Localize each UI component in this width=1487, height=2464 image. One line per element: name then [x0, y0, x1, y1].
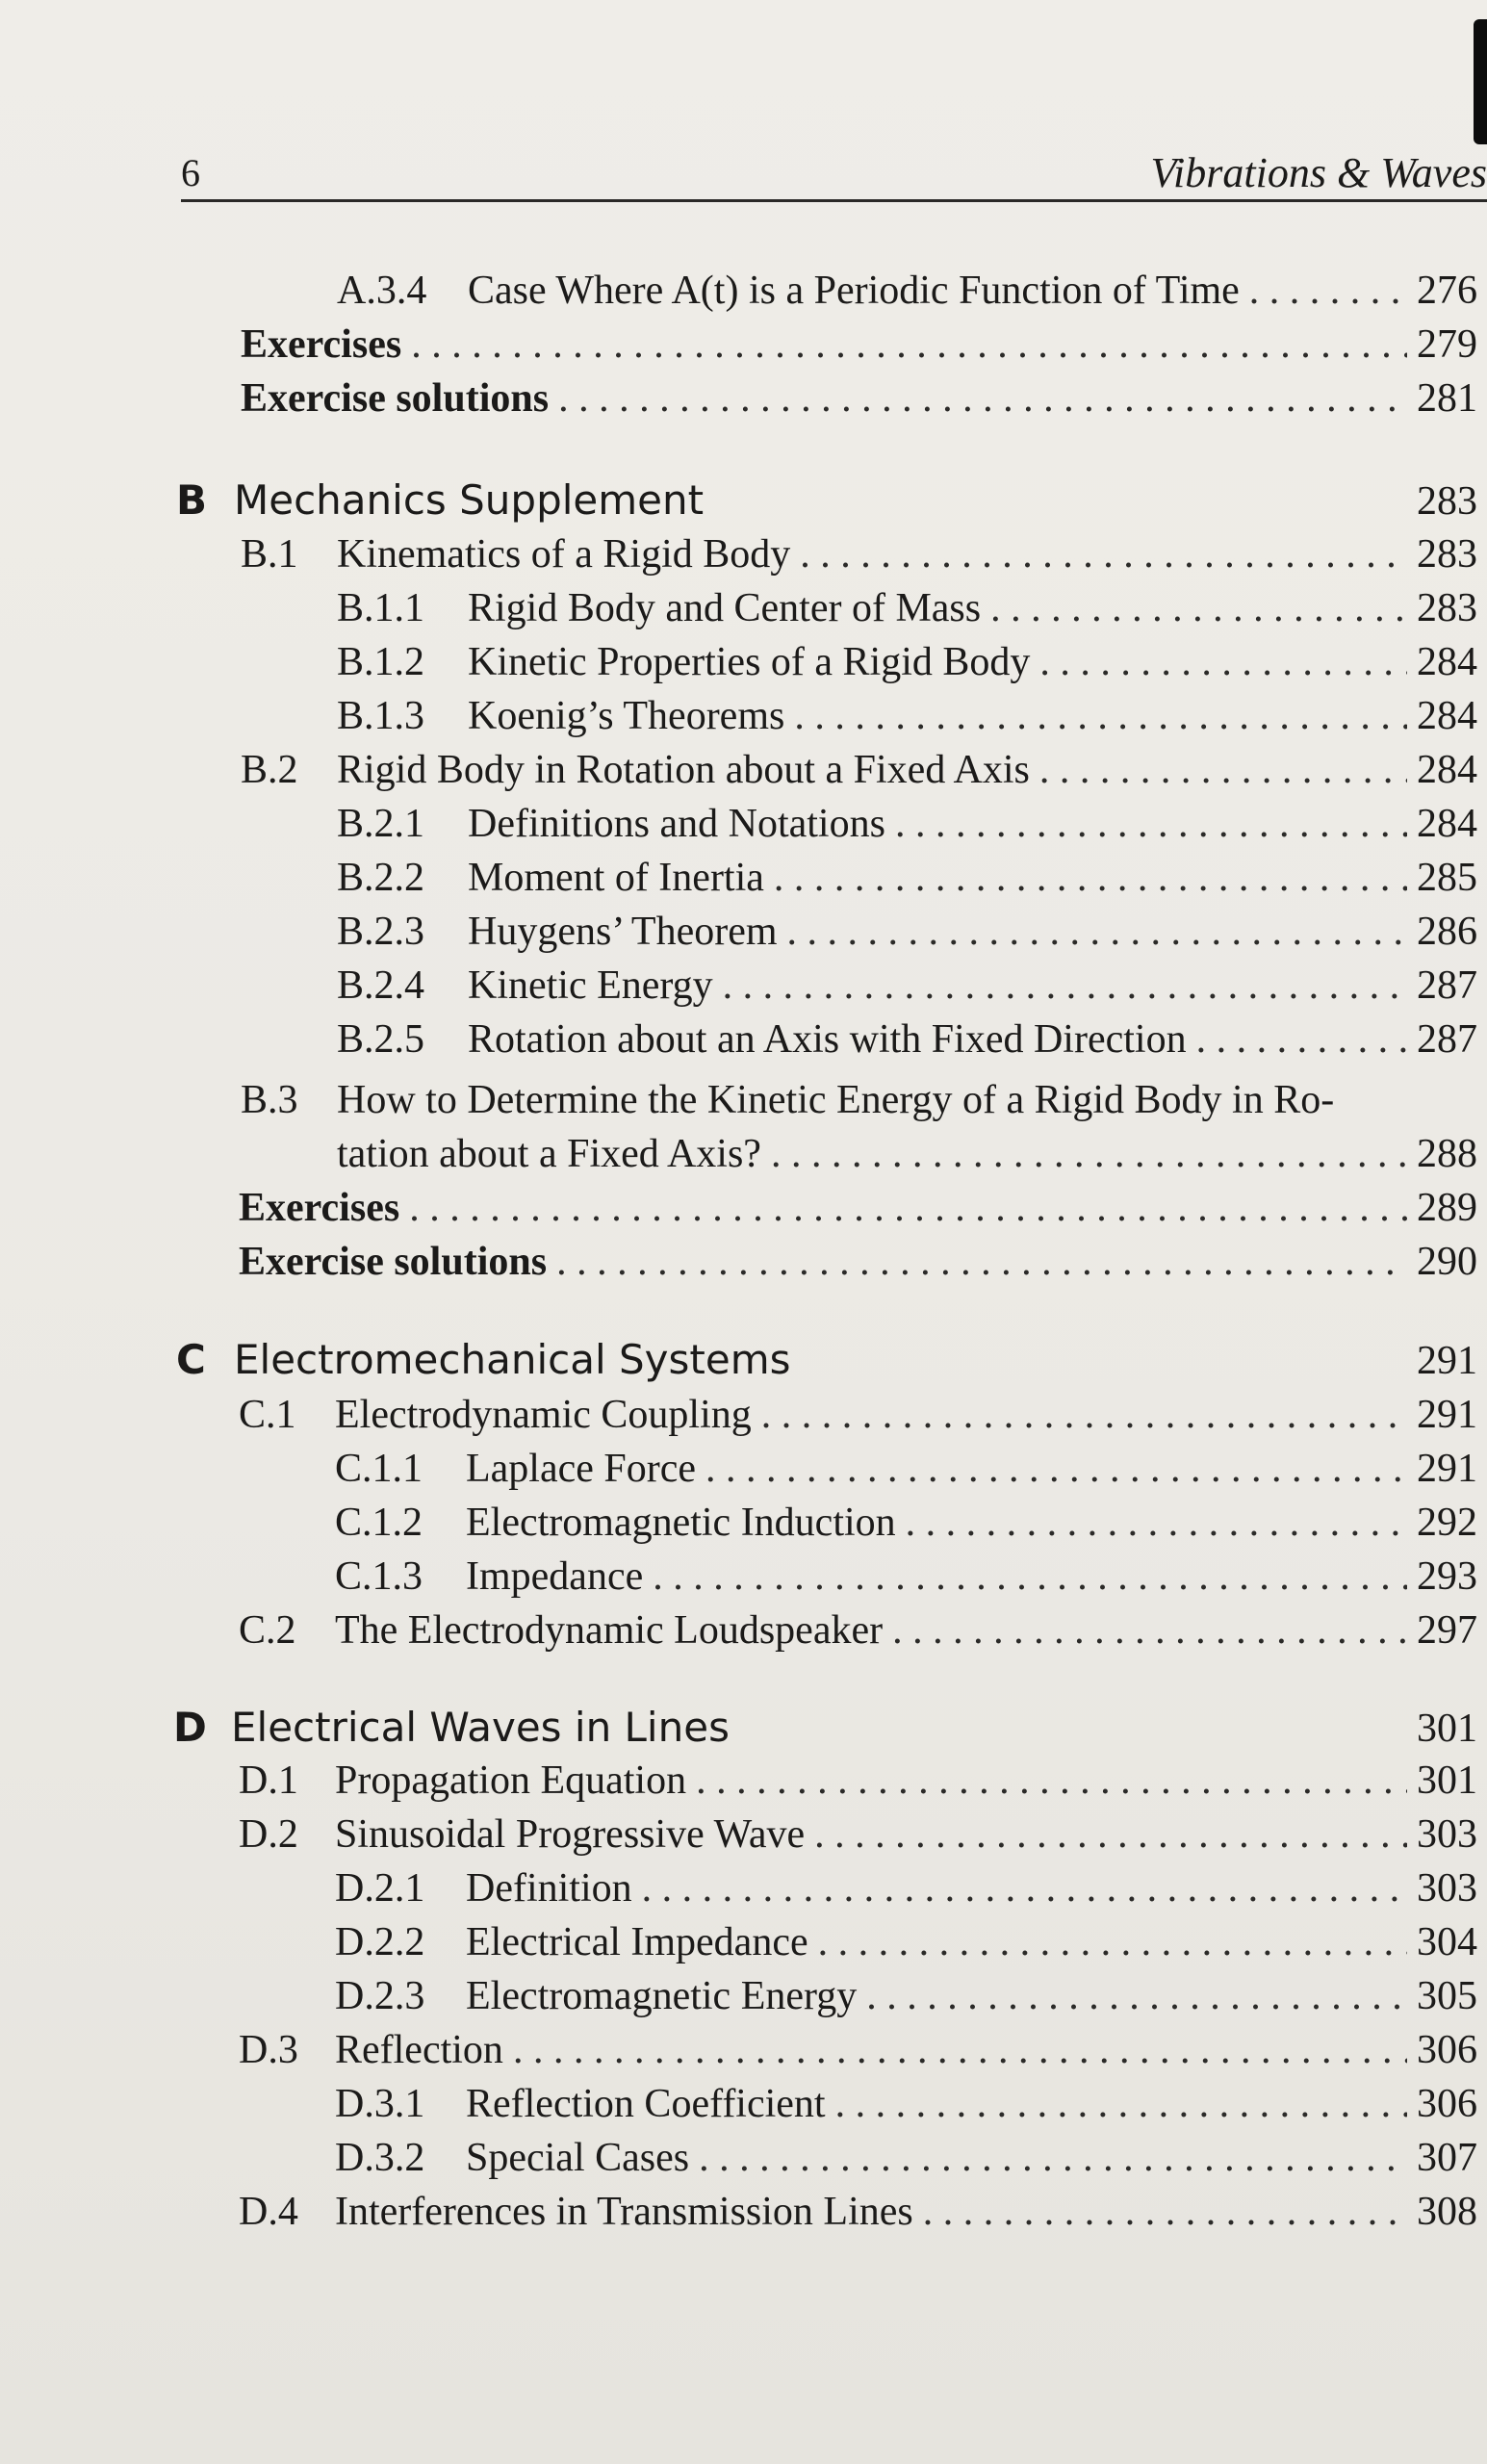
page-ref: 308	[1417, 2190, 1477, 2234]
section-title: Impedance	[466, 1554, 644, 1599]
section-title: Electrical Impedance	[466, 1920, 808, 1964]
section-number: B.2.3	[337, 910, 425, 954]
toc-entry-exercises-b	[239, 1181, 1477, 1235]
toc-entry-b-2-2	[337, 851, 1477, 905]
page-ref: 286	[1417, 910, 1477, 954]
toc-entry-b-1-2	[337, 635, 1477, 689]
section-title: Kinematics of a Rigid Body	[337, 532, 791, 577]
section-number: D.4	[239, 2190, 298, 2234]
section-number: D.3.1	[335, 2082, 425, 2126]
section-title: Electromagnetic Energy	[466, 1974, 858, 2018]
section-number: B.1.2	[337, 640, 425, 684]
page-ref: 293	[1417, 1554, 1477, 1599]
section-title: The Electrodynamic Loudspeaker	[335, 1608, 884, 1653]
dot-leader	[895, 797, 1407, 851]
section-title: Special Cases	[466, 2136, 690, 2180]
toc-entry-c-2	[239, 1604, 1477, 1657]
dot-leader	[699, 2131, 1407, 2185]
chapter-letter: B	[176, 476, 208, 524]
toc-entry-b-1-1	[337, 581, 1477, 635]
page-ref: 307	[1417, 2136, 1477, 2180]
chapter-letter: D	[173, 1704, 207, 1751]
toc-chapter-b	[176, 472, 1477, 529]
page-ref: 291	[1417, 1393, 1477, 1437]
section-title: Rigid Body and Center of Mass	[468, 586, 982, 630]
toc-entry-b-2	[241, 743, 1477, 797]
toc-entry-d-2	[239, 1808, 1477, 1861]
dot-leader	[513, 2023, 1407, 2077]
page-ref: 288	[1417, 1132, 1477, 1176]
section-number: B.2	[241, 748, 298, 792]
page-ref: 292	[1417, 1501, 1477, 1545]
section-title: Case Where A(t) is a Periodic Function of Time	[468, 269, 1240, 313]
chapter-title: Electromechanical Systems	[234, 1336, 791, 1383]
section-number: D.2.2	[335, 1920, 425, 1964]
section-number: B.2.1	[337, 802, 425, 846]
section-title: Definition	[466, 1866, 632, 1911]
toc-entry-c-1-2	[335, 1496, 1477, 1550]
section-title: Kinetic Energy	[468, 963, 713, 1008]
toc-entry-b-1-3	[337, 689, 1477, 743]
page-ref: 303	[1417, 1866, 1477, 1911]
section-title: Rigid Body in Rotation about a Fixed Axis	[337, 748, 1030, 792]
toc-entry-c-1	[239, 1388, 1477, 1442]
page-ref: 284	[1417, 694, 1477, 738]
page-ref: 289	[1417, 1186, 1477, 1230]
running-title: Vibrations & Waves	[1150, 149, 1487, 196]
dot-leader	[818, 1915, 1407, 1969]
section-title: Moment of Inertia	[468, 856, 764, 900]
section-title: Exercise solutions	[241, 376, 550, 421]
page-ref: 276	[1417, 269, 1477, 313]
section-number: A.3.4	[337, 269, 427, 313]
section-title: Laplace Force	[466, 1447, 697, 1491]
dot-leader	[794, 689, 1407, 743]
toc-entry-b-2-4	[337, 959, 1477, 1013]
dot-leader	[642, 1861, 1407, 1915]
dot-leader	[990, 581, 1407, 635]
page-ref: 301	[1417, 1707, 1477, 1751]
chapter-title: Electrical Waves in Lines	[231, 1704, 730, 1751]
page-ref: 287	[1417, 1017, 1477, 1062]
section-title: Electromagnetic Induction	[466, 1501, 896, 1545]
page-edge-shadow	[1474, 19, 1487, 144]
toc-entry-d-3	[239, 2023, 1477, 2077]
page-ref: 283	[1417, 479, 1477, 524]
dot-leader	[1196, 1013, 1407, 1066]
page-ref: 284	[1417, 802, 1477, 846]
section-title: Huygens’ Theorem	[468, 910, 778, 954]
section-number: B.1.3	[337, 694, 425, 738]
dot-leader	[906, 1496, 1407, 1550]
section-title: Reflection	[335, 2028, 503, 2072]
page-ref: 290	[1417, 1240, 1477, 1284]
dot-leader	[1039, 635, 1407, 689]
toc-entry-solutions-a	[241, 372, 1477, 425]
dot-leader	[787, 905, 1407, 959]
page-ref: 283	[1417, 586, 1477, 630]
page-ref: 303	[1417, 1812, 1477, 1857]
dot-leader	[653, 1550, 1407, 1604]
toc-entry-d-2-1	[335, 1861, 1477, 1915]
toc-entry-b-2-3	[337, 905, 1477, 959]
section-title: Koenig’s Theorems	[468, 694, 785, 738]
page-ref: 284	[1417, 640, 1477, 684]
dot-leader	[705, 1442, 1407, 1496]
page-ref: 279	[1417, 322, 1477, 367]
dot-leader	[409, 1181, 1407, 1235]
dot-leader	[923, 2185, 1407, 2239]
toc-entry-a-3-4	[337, 264, 1477, 318]
dot-leader	[556, 1235, 1407, 1289]
page-ref: 285	[1417, 856, 1477, 900]
dot-leader	[835, 2077, 1407, 2131]
section-title: Sinusoidal Progressive Wave	[335, 1812, 806, 1857]
section-title: Reflection Coefficient	[466, 2082, 826, 2126]
toc-entry-b-3-cont	[337, 1127, 1477, 1181]
section-number: B.1.1	[337, 586, 425, 630]
section-number: D.3.2	[335, 2136, 425, 2180]
header-rule	[181, 199, 1487, 202]
toc-entry-c-1-1	[335, 1442, 1477, 1496]
section-title: Exercises	[239, 1186, 400, 1230]
dot-leader	[866, 1969, 1407, 2023]
toc-entry-d-1	[239, 1754, 1477, 1808]
dot-leader	[411, 318, 1407, 372]
page-ref: 287	[1417, 963, 1477, 1008]
toc-entry-d-2-2	[335, 1915, 1477, 1969]
section-title-line-2: tation about a Fixed Axis?	[337, 1132, 761, 1176]
dot-leader	[723, 959, 1407, 1013]
toc-entry-b-3	[241, 1073, 1477, 1127]
page-ref: 301	[1417, 1758, 1477, 1803]
section-number: C.1.1	[335, 1447, 423, 1491]
page-ref: 306	[1417, 2082, 1477, 2126]
dot-leader	[771, 1127, 1407, 1181]
page-ref: 283	[1417, 532, 1477, 577]
toc-entry-b-2-1	[337, 797, 1477, 851]
toc-entry-d-2-3	[335, 1969, 1477, 2023]
section-title: Propagation Equation	[335, 1758, 687, 1803]
page-ref: 304	[1417, 1920, 1477, 1964]
page-number: 6	[181, 151, 200, 194]
section-title: Exercises	[241, 322, 402, 367]
section-number: D.2.3	[335, 1974, 425, 2018]
toc-entry-c-1-3	[335, 1550, 1477, 1604]
toc-entry-d-4	[239, 2185, 1477, 2239]
dot-leader	[1039, 743, 1407, 797]
section-title: Definitions and Notations	[468, 802, 885, 846]
section-number: D.1	[239, 1758, 298, 1803]
toc-chapter-c	[176, 1331, 1477, 1389]
page-ref: 306	[1417, 2028, 1477, 2072]
toc-entry-d-3-1	[335, 2077, 1477, 2131]
section-number: B.2.4	[337, 963, 425, 1008]
section-title: Exercise solutions	[239, 1240, 548, 1284]
section-title: Electrodynamic Coupling	[335, 1393, 752, 1437]
dot-leader	[814, 1808, 1407, 1861]
section-title: Kinetic Properties of a Rigid Body	[468, 640, 1031, 684]
section-number: B.2.5	[337, 1017, 425, 1062]
section-number: D.2	[239, 1812, 298, 1857]
section-number: B.1	[241, 532, 298, 577]
dot-leader	[1249, 264, 1407, 318]
chapter-letter: C	[176, 1336, 206, 1383]
dot-leader	[800, 527, 1407, 581]
section-number: D.3	[239, 2028, 298, 2072]
section-number: C.1	[239, 1393, 296, 1437]
dot-leader	[558, 372, 1407, 425]
section-number: C.1.3	[335, 1554, 423, 1599]
page-ref: 291	[1417, 1339, 1477, 1383]
toc-entry-solutions-b	[239, 1235, 1477, 1289]
section-number: C.2	[239, 1608, 296, 1653]
section-number: B.3	[241, 1078, 298, 1122]
section-number: D.2.1	[335, 1866, 425, 1911]
section-title: Rotation about an Axis with Fixed Direction	[468, 1017, 1187, 1062]
chapter-title: Mechanics Supplement	[234, 476, 705, 524]
toc-entry-b-1	[241, 527, 1477, 581]
page-ref: 305	[1417, 1974, 1477, 2018]
toc-chapter-d	[173, 1699, 1477, 1757]
section-title-line-1: How to Determine the Kinetic Energy of a Rigid Body in Ro-	[337, 1078, 1335, 1122]
toc-entry-b-2-5	[337, 1013, 1477, 1066]
dot-leader	[696, 1754, 1407, 1808]
page-ref: 284	[1417, 748, 1477, 792]
page-ref: 291	[1417, 1447, 1477, 1491]
toc-entry-d-3-2	[335, 2131, 1477, 2185]
page-header	[181, 135, 1487, 202]
page-ref: 297	[1417, 1608, 1477, 1653]
dot-leader	[761, 1388, 1407, 1442]
section-number: C.1.2	[335, 1501, 423, 1545]
section-title: Interferences in Transmission Lines	[335, 2190, 913, 2234]
dot-leader	[774, 851, 1407, 905]
dot-leader	[892, 1604, 1407, 1657]
section-number: B.2.2	[337, 856, 425, 900]
toc-entry-exercises-a	[241, 318, 1477, 372]
page-ref: 281	[1417, 376, 1477, 421]
